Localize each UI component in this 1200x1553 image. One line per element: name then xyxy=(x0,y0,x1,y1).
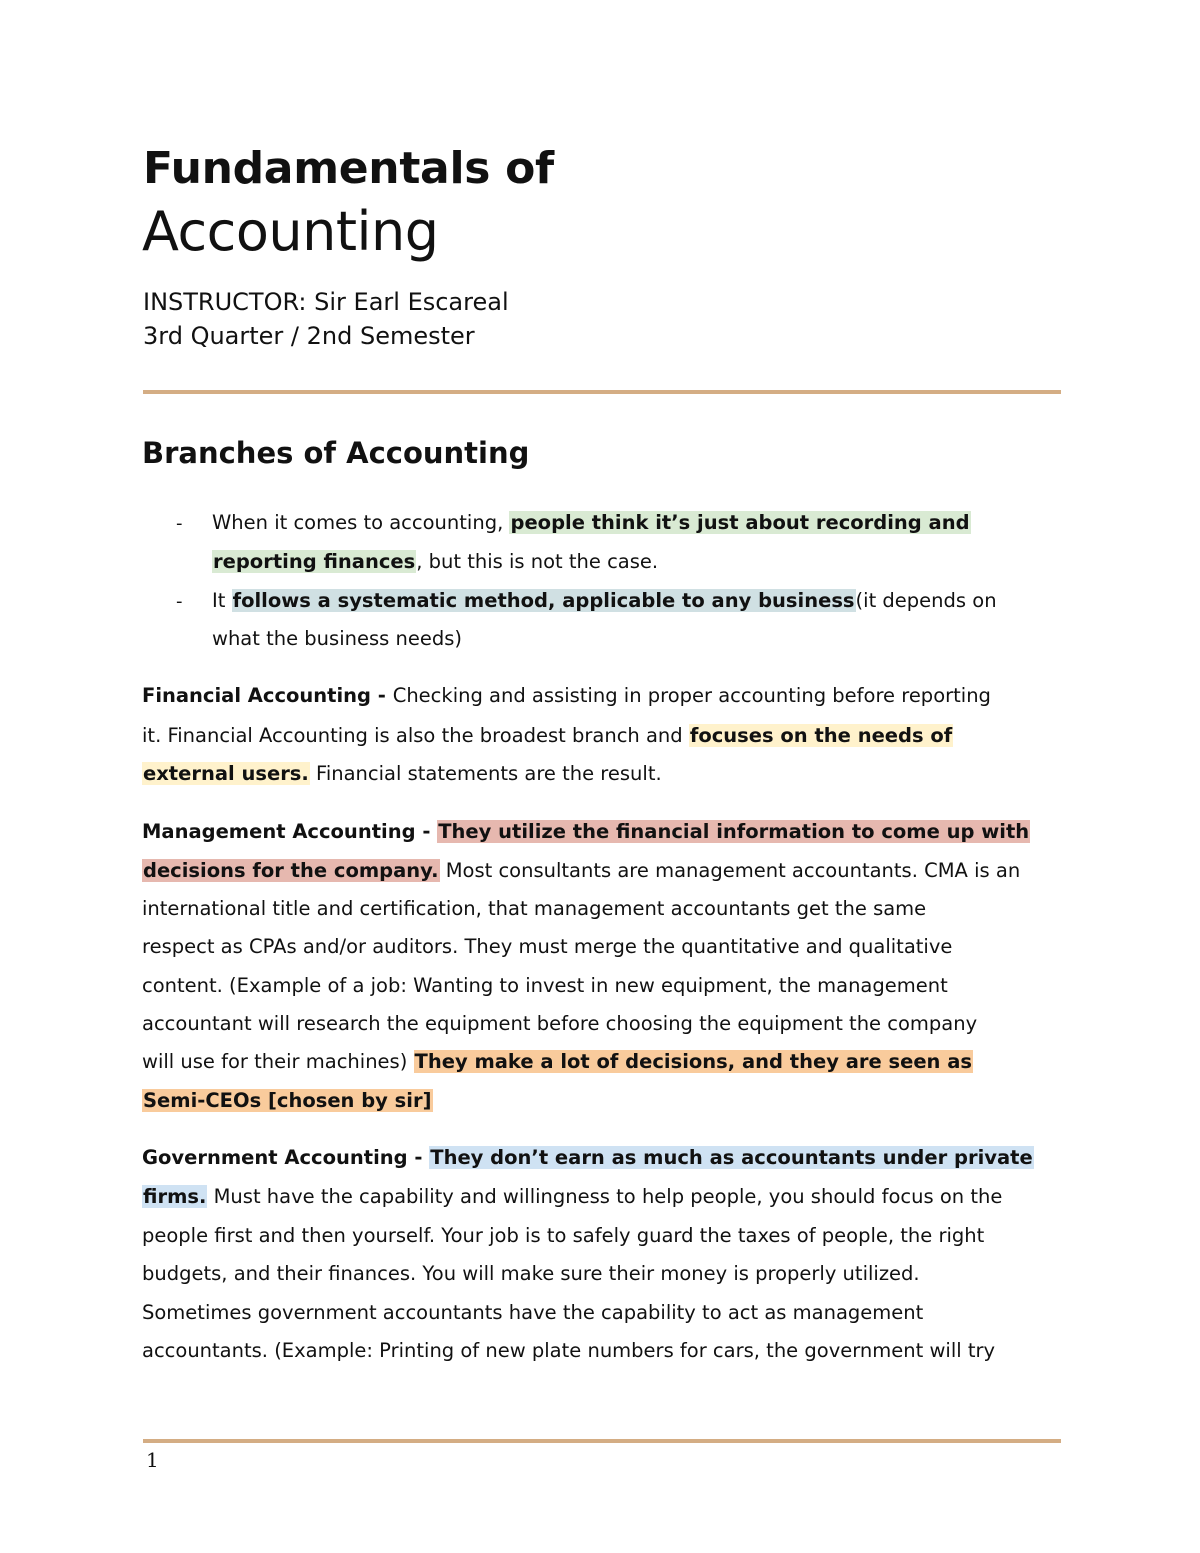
management-term: Management Accounting - xyxy=(142,820,438,843)
highlight-blue: firms. xyxy=(143,1185,207,1208)
financial-line-2 xyxy=(142,721,953,751)
government-line-2 xyxy=(142,1182,1002,1212)
text-span: Most consultants are management accountants. CMA is an xyxy=(439,859,1021,882)
header-divider xyxy=(143,390,1061,394)
instructor-line: INSTRUCTOR: Sir Earl Escareal xyxy=(143,288,509,316)
doc-title-line1: Fundamentals of xyxy=(143,143,554,194)
government-line-3: people first and then yourself. Your job is to safely guard the taxes of people, the right xyxy=(142,1224,985,1247)
text-span: (it depends on xyxy=(855,589,997,612)
government-line-5: Sometimes government accountants have the capability to act as management xyxy=(142,1301,924,1324)
highlight-teal: follows a systematic method, applicable to any business xyxy=(232,589,855,612)
highlight-green: people think it’s just about recording and xyxy=(510,511,970,534)
highlight-red: decisions for the company. xyxy=(143,859,439,882)
financial-term: Financial Accounting - xyxy=(142,684,393,707)
government-term: Government Accounting - xyxy=(142,1146,430,1169)
bullet-dash: - xyxy=(176,591,183,612)
bullet-2-line-1 xyxy=(212,586,997,616)
bullet-1-line-2 xyxy=(212,547,658,577)
government-line-4: budgets, and their finances. You will make sure their money is properly utilized. xyxy=(142,1262,920,1285)
term-line: 3rd Quarter / 2nd Semester xyxy=(143,322,475,350)
text-span: It xyxy=(212,589,232,612)
footer-divider xyxy=(143,1439,1061,1443)
highlight-orange: They make a lot of decisions, and they are seen as xyxy=(414,1050,972,1073)
management-line-8 xyxy=(142,1086,433,1116)
highlight-yellow: focuses on the needs of xyxy=(689,724,953,747)
text-span: it. Financial Accounting is also the broadest branch and xyxy=(142,724,689,747)
financial-line-1 xyxy=(142,681,991,711)
text-span: Checking and assisting in proper accounting before reporting xyxy=(392,684,991,707)
text-span: will use for their machines) xyxy=(142,1050,414,1073)
government-line-1 xyxy=(142,1143,1034,1173)
management-line-6: accountant will research the equipment before choosing the equipment the company xyxy=(142,1012,978,1035)
text-span: , but this is not the case. xyxy=(416,550,659,573)
highlight-yellow: external users. xyxy=(143,762,309,785)
text-span: Financial statements are the result. xyxy=(309,762,662,785)
highlight-red: They utilize the financial information to come up with xyxy=(438,820,1030,843)
section-heading: Branches of Accounting xyxy=(142,436,530,470)
financial-line-3 xyxy=(142,759,662,789)
highlight-orange: Semi-CEOs [chosen by sir] xyxy=(143,1089,432,1112)
page-number: 1 xyxy=(146,1448,159,1472)
management-line-2 xyxy=(142,856,1020,886)
management-line-4: respect as CPAs and/or auditors. They must merge the quantitative and qualitative xyxy=(142,935,953,958)
highlight-blue: They don’t earn as much as accountants under private xyxy=(430,1146,1033,1169)
management-line-5: content. (Example of a job: Wanting to invest in new equipment, the management xyxy=(142,974,948,997)
highlight-green: reporting finances xyxy=(213,550,416,573)
government-line-6: accountants. (Example: Printing of new plate numbers for cars, the government will try xyxy=(142,1339,996,1362)
text-span: Must have the capability and willingness to help people, you should focus on the xyxy=(207,1185,1003,1208)
management-line-3: international title and certification, that management accountants get the same xyxy=(142,897,927,920)
bullet-1-line-1 xyxy=(212,508,971,538)
management-line-1 xyxy=(142,817,1030,847)
text-span: When it comes to accounting, xyxy=(212,511,510,534)
bullet-2-line-2: what the business needs) xyxy=(212,627,462,650)
management-line-7 xyxy=(142,1047,973,1077)
doc-title-line2: Accounting xyxy=(142,200,439,263)
bullet-dash: - xyxy=(176,513,183,534)
